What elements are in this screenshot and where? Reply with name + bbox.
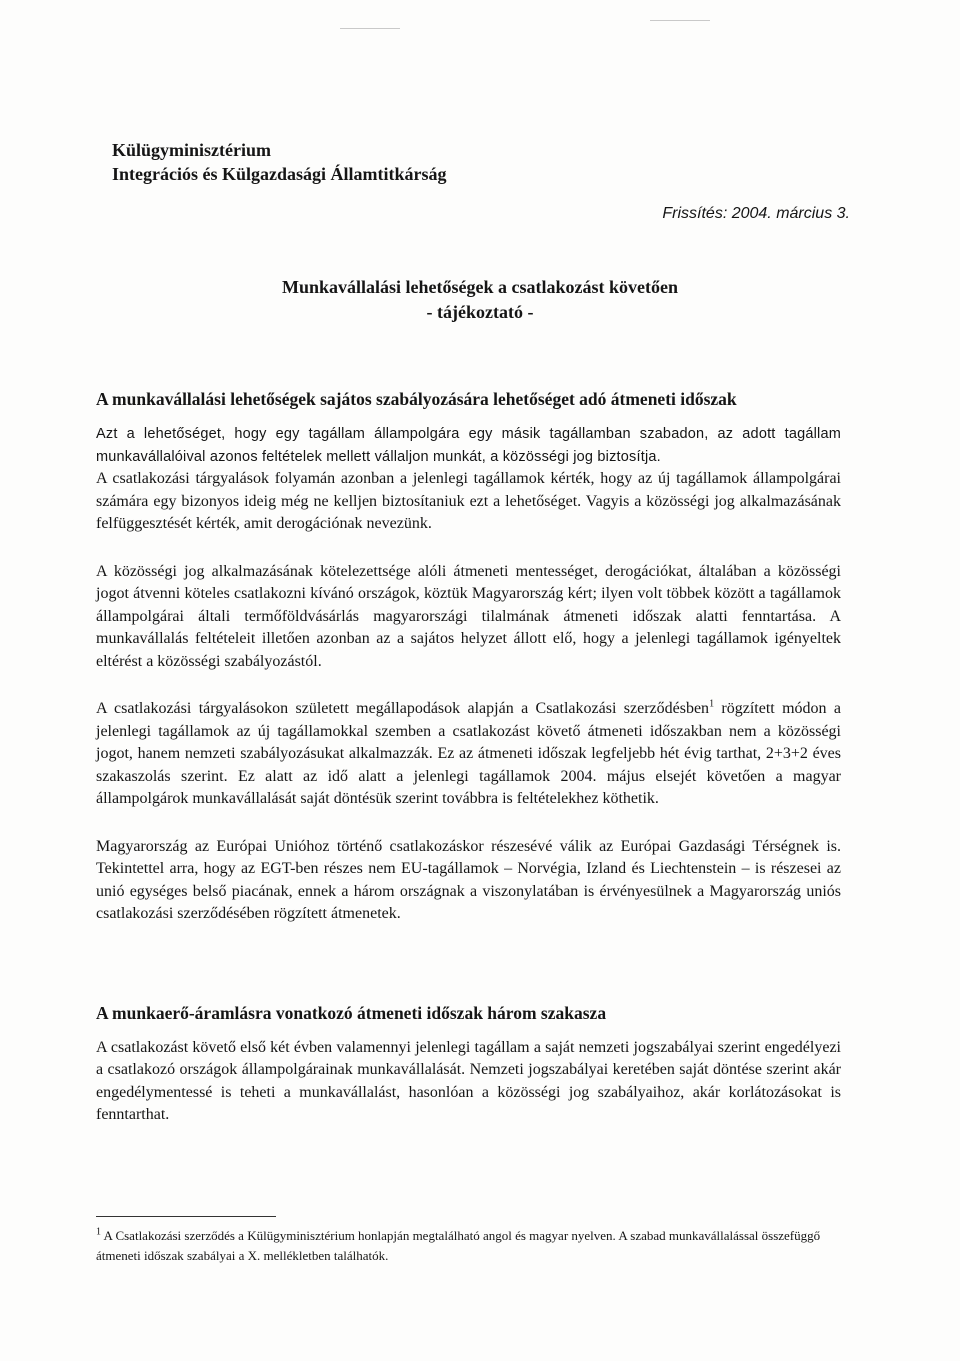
section-heading: A munkavállalási lehetőségek sajátos szabályozására lehetőséget adó átmeneti időszak — [96, 389, 737, 409]
footnote-reference: 1 — [709, 698, 715, 710]
footnote-marker: 1 — [96, 1226, 101, 1238]
paragraph: A csatlakozást követő első két évben valamennyi jelenlegi tagállam a saját nemzeti jogszabályai szerint engedélyezi a csatlakozó országok állampolgárainak munkavállalását. Nemzeti jogszabályai keretében saját döntése szerint akár engedélymentessé is teheti a munkavállalást, hasonlóan a közösségi jog szabályaihoz, akár korlátozásokat is fenntarthat. — [96, 1038, 841, 1123]
paragraph: A csatlakozási tárgyalások folyamán azonban a jelenlegi tagállamok kérték, hogy az új tagállamok állampolgárai számára egy bizonyos ideig még ne kelljen biztosítaniuk ezt a lehetőséget. Vagyis a közösségi jog alkalmazásának felfüggesztését kérték, amit derogációnak nevezünk. — [96, 470, 841, 532]
scan-artifact-line — [340, 28, 400, 29]
paragraph — [96, 698, 841, 811]
letterhead — [112, 138, 447, 186]
footnote — [96, 1226, 836, 1266]
department-name: Integrációs és Külgazdasági Államtitkárság — [112, 164, 447, 184]
title-main: Munkavállalási lehetőségek a csatlakozást követően — [282, 277, 678, 297]
update-date: Frissítés: 2004. március 3. — [662, 205, 850, 222]
ministry-name: Külügyminisztérium — [112, 140, 272, 160]
document-body — [96, 387, 841, 1152]
title-sub: - tájékoztató - — [426, 302, 534, 322]
spacer — [96, 951, 841, 1001]
paragraph-text: A csatlakozási tárgyalásokon született megállapodások alapján a Csatlakozási szerződésben — [96, 700, 710, 717]
paragraph: Azt a lehetőséget, hogy egy tagállam állampolgára egy másik tagállamban szabadon, az adott tagállam munkavállalóival azonos feltételek mellett vállaljon munkát, a közösségi jog biztosítja. — [96, 426, 841, 465]
document-title — [0, 275, 960, 325]
paragraph: Magyarország az Európai Unióhoz történő csatlakozáskor részesévé válik az Európai Gazdasági Térségnek is. Tekintettel arra, hogy az EGT-ben részes nem EU-tagállamok – Norvégia, Izland és Liechtenstein – is részesei az unió egységes belső piacának, ennek a három országnak a viszonylatában is érvényesülnek a Magyarország uniós csatlakozási szerződésében rögzített átmenetek. — [96, 837, 841, 922]
footnote-divider — [96, 1216, 276, 1217]
section-heading: A munkaerő-áramlásra vonatkozó átmeneti időszak három szakasza — [96, 1002, 607, 1023]
paragraph: A közösségi jog alkalmazásának kötelezettsége alóli átmeneti mentességet, derogációkat, általában a közösségi jogot átvenni köteles csatlakozni kívánó országok, köztük Magyarország kért; ilyen volt többek között a tagállamok állampolgárai általi termőföldvásárlás magyarországi tilalmának átmeneti időszak alatti fenntartása. A munkavállalás feltételeit illetően azonban az a sajátos helyzet állott elő, hogy a jelenlegi tagállamok igényeltek eltérést a közösségi szabályozástól. — [96, 562, 841, 670]
footnote-text: A Csatlakozási szerződés a Külügyminisztérium honlapján megtalálható angol és magyar nyelven. A szabad munkavállalással összefüggő átmeneti időszak szabályai a X. mellékletben találhatók. — [96, 1228, 821, 1263]
paragraph-text: rögzített módon a jelenlegi tagállamok az új tagállamokkal szemben a csatlakozást követő átmeneti időszakban nem a közösségi jogot, hanem nemzeti szabályozásukat alkalmazzák. Ez az átmeneti időszak legfeljebb hét évig tarthat, 2+3+2 éves szakaszolás szerint. Ez alatt az idő alatt a jelenlegi tagállamok 2004. május elsejét követően a magyar állampolgárok munkavállalását saját döntésük szerint továbbra is feltételekhez köthetik. — [96, 700, 842, 807]
scan-artifact-line — [650, 20, 710, 21]
